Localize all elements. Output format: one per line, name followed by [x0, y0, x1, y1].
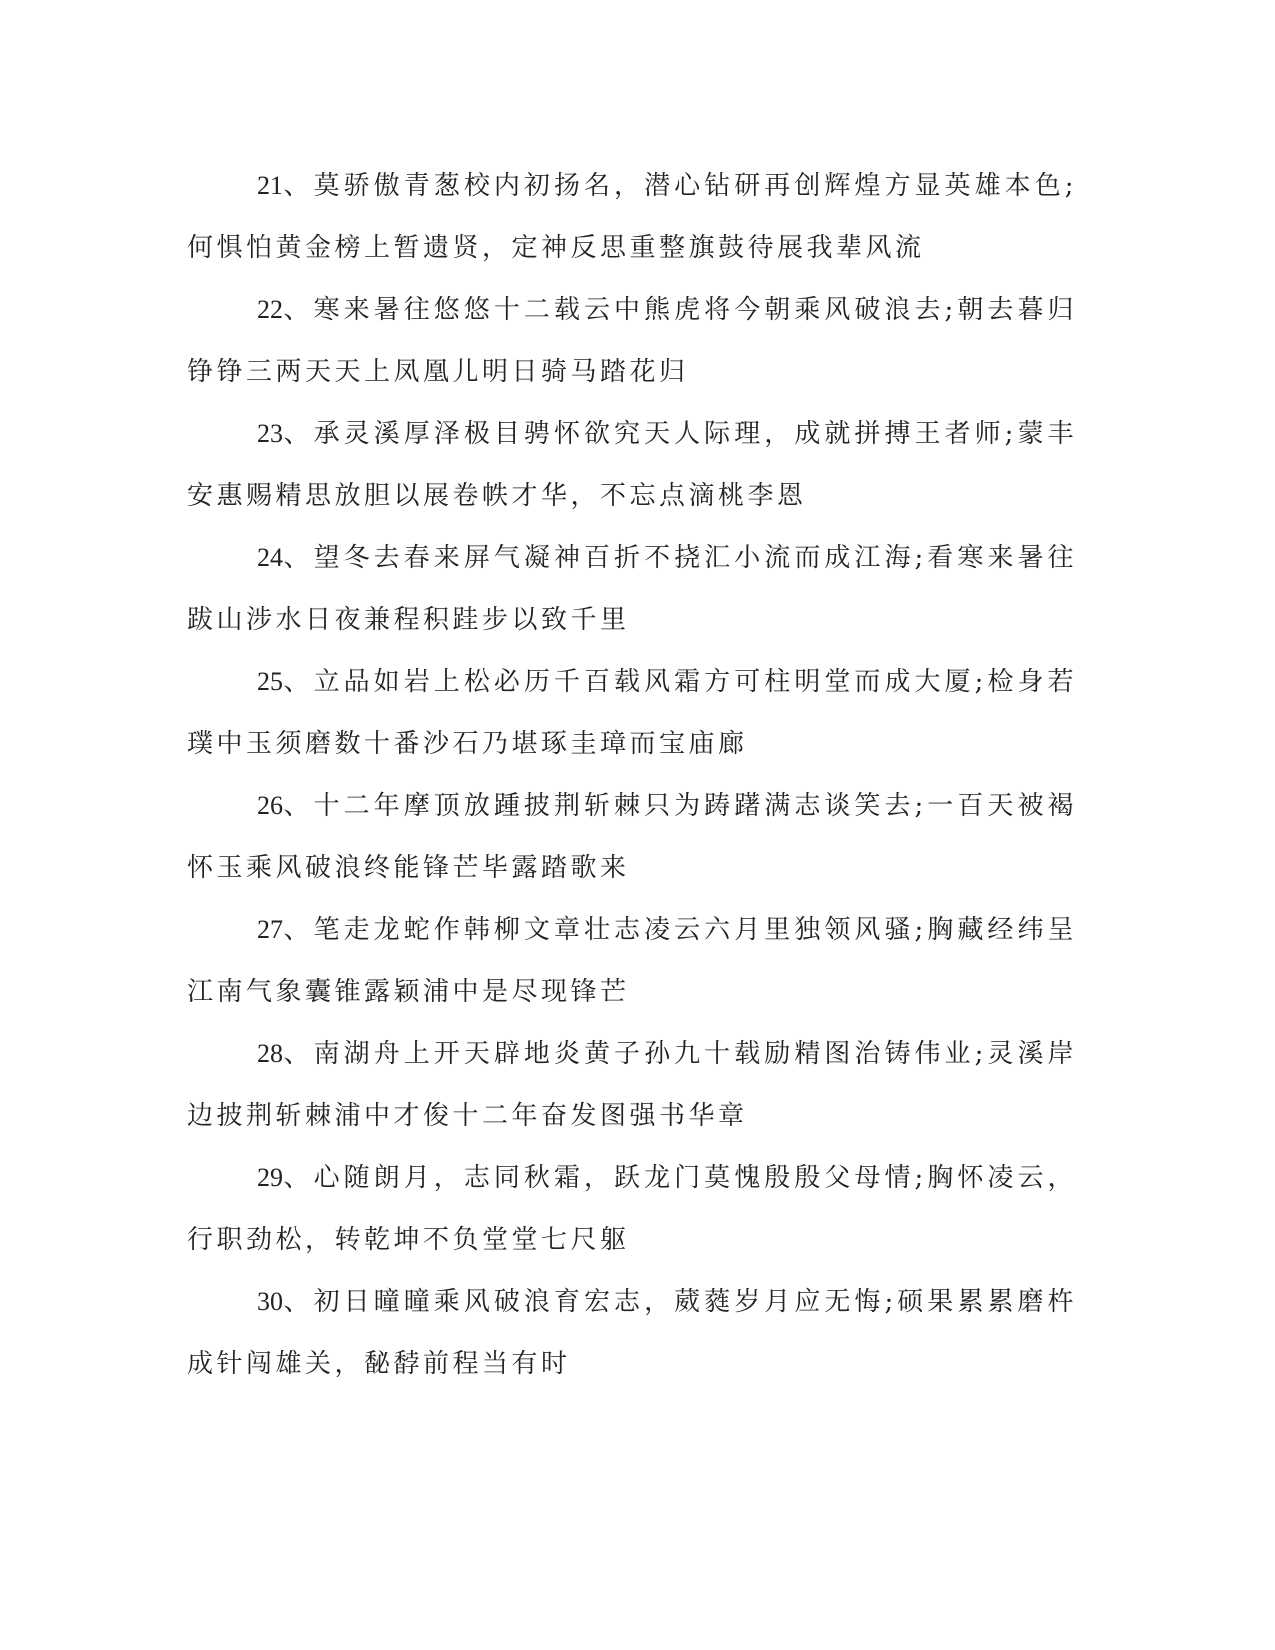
paragraph-text: 、初日曈曈乘风破浪育宏志，葳蕤岁月应无悔;硕果累累磨杵成针闯雄关，馝馞前程当有时	[187, 1287, 1077, 1379]
paragraph-25	[187, 651, 1077, 775]
paragraph-text: 、南湖舟上开天辟地炎黄子孙九十载励精图治铸伟业;灵溪岸边披荆斩棘浦中才俊十二年奋发图强书华章	[187, 1039, 1077, 1131]
paragraph-number: 26	[257, 791, 283, 820]
paragraph-27	[187, 899, 1077, 1023]
paragraph-24	[187, 527, 1077, 651]
paragraph-text: 、立品如岩上松必历千百载风霜方可柱明堂而成大厦;检身若璞中玉须磨数十番沙石乃堪琢圭璋而宝庙廊	[187, 667, 1077, 759]
paragraph-number: 22	[257, 295, 283, 324]
paragraph-number: 25	[257, 667, 283, 696]
paragraph-text: 、笔走龙蛇作韩柳文章壮志凌云六月里独领风骚;胸藏经纬呈江南气象囊锥露颖浦中是尽现锋芒	[187, 915, 1077, 1007]
paragraph-number: 28	[257, 1039, 283, 1068]
paragraph-23	[187, 403, 1077, 527]
paragraph-number: 27	[257, 915, 283, 944]
document-body	[187, 155, 1077, 1395]
paragraph-number: 23	[257, 419, 283, 448]
paragraph-29	[187, 1147, 1077, 1271]
paragraph-text: 、莫骄傲青葱校内初扬名，潜心钻研再创辉煌方显英雄本色;何惧怕黄金榜上暂遗贤，定神反思重整旗鼓待展我辈风流	[187, 171, 1077, 263]
paragraph-22	[187, 279, 1077, 403]
paragraph-21	[187, 155, 1077, 279]
paragraph-number: 30	[257, 1287, 283, 1316]
paragraph-number: 21	[257, 171, 283, 200]
paragraph-number: 24	[257, 543, 283, 572]
paragraph-text: 、心随朗月，志同秋霜，跃龙门莫愧殷殷父母情;胸怀凌云，行职劲松，转乾坤不负堂堂七尺躯	[187, 1163, 1077, 1255]
paragraph-text: 、十二年摩顶放踵披荆斩棘只为踌躇满志谈笑去;一百天被褐怀玉乘风破浪终能锋芒毕露踏歌来	[187, 791, 1077, 883]
paragraph-text: 、寒来暑往悠悠十二载云中熊虎将今朝乘风破浪去;朝去暮归铮铮三两天天上凤凰儿明日骑马踏花归	[187, 295, 1077, 387]
paragraph-text: 、望冬去春来屏气凝神百折不挠汇小流而成江海;看寒来暑往跋山涉水日夜兼程积跬步以致千里	[187, 543, 1077, 635]
paragraph-text: 、承灵溪厚泽极目骋怀欲究天人际理，成就拼搏王者师;蒙丰安惠赐精思放胆以展卷帙才华，不忘点滴桃李恩	[187, 419, 1077, 511]
paragraph-30	[187, 1271, 1077, 1395]
paragraph-number: 29	[257, 1163, 283, 1192]
paragraph-26	[187, 775, 1077, 899]
paragraph-28	[187, 1023, 1077, 1147]
